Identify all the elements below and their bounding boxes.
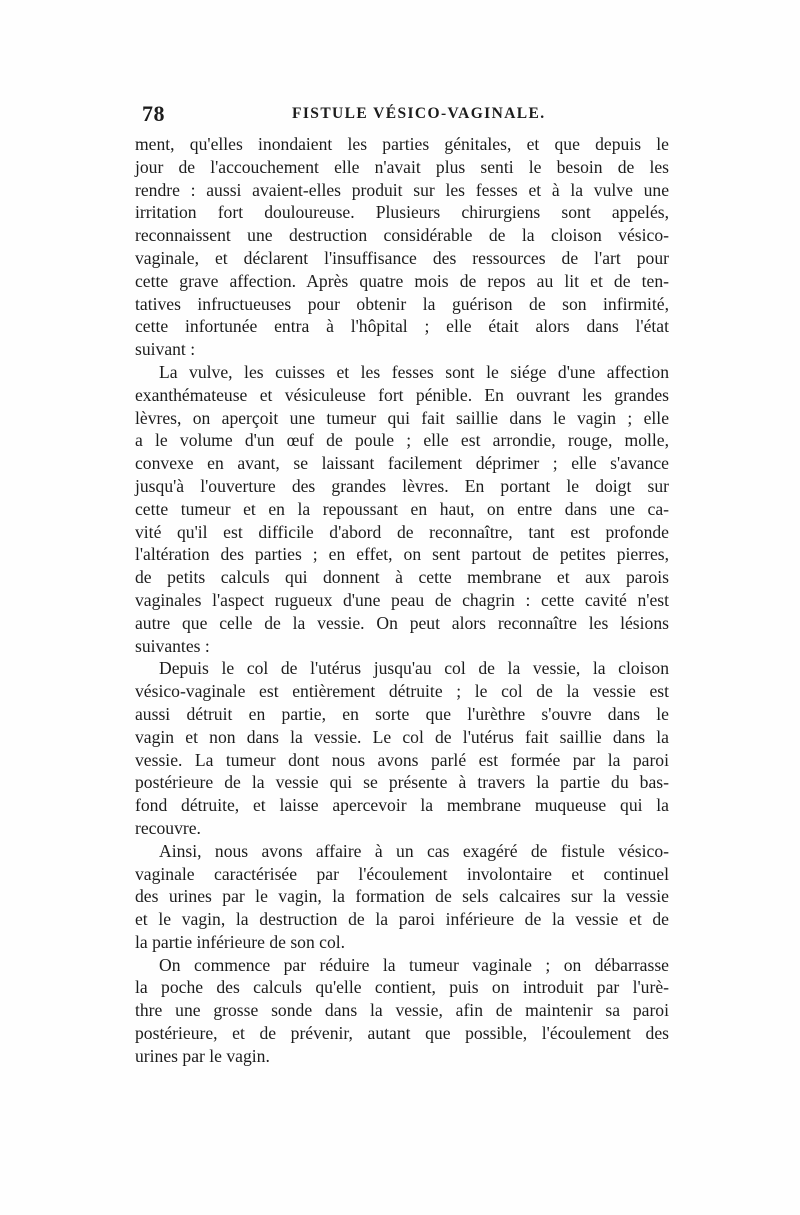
text-line: aussi détruit en partie, en sorte que l'urèthre s'ouvre dans le (135, 703, 669, 724)
text-line: lèvres, on aperçoit une tumeur qui fait saillie dans le vagin ; elle (135, 407, 669, 428)
paragraph-start-line: La vulve, les cuisses et les fesses sont le siége d'une affection (159, 361, 669, 382)
paragraph-end-line: suivantes : (135, 635, 210, 656)
body-text (135, 133, 669, 1068)
text-line: ment, qu'elles inondaient les parties génitales, et que depuis le (135, 134, 669, 154)
text-line: tatives infructueuses pour obtenir la guérison de son infirmité, (135, 293, 669, 314)
text-line: cette grave affection. Après quatre mois de repos au lit et de ten- (135, 270, 669, 291)
text-line: postérieure, et de prévenir, autant que possible, l'écoulement des (135, 1023, 669, 1044)
text-line: a le volume d'un œuf de poule ; elle est arrondie, rouge, molle, (135, 430, 669, 451)
text-line: et le vagin, la destruction de la paroi inférieure de la vessie et de (135, 909, 669, 930)
text-line: exanthémateuse et vésiculeuse fort pénible. En ouvrant les grandes (135, 384, 669, 405)
page-number: 78 (142, 101, 165, 126)
text-line: vaginale caractérisée par l'écoulement involontaire et continuel (135, 863, 669, 884)
text-line: de petits calculs qui donnent à cette membrane et aux parois (135, 567, 669, 588)
text-line: cette infortunée entra à l'hôpital ; elle était alors dans l'état (135, 316, 669, 337)
text-line: rendre : aussi avaient-elles produit sur les fesses et à la vulve une (135, 179, 669, 200)
text-line: cette tumeur et en la repoussant en haut, on entre dans une ca- (135, 498, 669, 519)
text-line: des urines par le vagin, la formation de sels calcaires sur la vessie (135, 886, 669, 907)
text-line: fond détruite, et laisse apercevoir la membrane muqueuse qui la (135, 795, 669, 816)
paragraph-start-line: On commence par réduire la tumeur vaginale ; on débarrasse (159, 954, 669, 975)
text-line: l'altération des parties ; en effet, on sent partout de petites pierres, (135, 544, 669, 565)
paragraph-start-line: Ainsi, nous avons affaire à un cas exagéré de fistule vésico- (159, 840, 669, 861)
text-line: vagin et non dans la vessie. Le col de l'utérus fait saillie dans la (135, 726, 669, 747)
text-line: vaginale, et déclarent l'insuffisance des ressources de l'art pour (135, 247, 669, 268)
text-line: irritation fort douloureuse. Plusieurs chirurgiens sont appelés, (135, 202, 669, 223)
running-head (136, 101, 669, 127)
paragraph-start-line: Depuis le col de l'utérus jusqu'au col de la vessie, la cloison (159, 658, 669, 679)
text-line: reconnaissent une destruction considérable de la cloison vésico- (135, 225, 669, 246)
text-line: thre une grosse sonde dans la vessie, afin de maintenir sa paroi (135, 1000, 669, 1021)
text-line: jour de l'accouchement elle n'avait plus senti le besoin de les (135, 156, 669, 177)
text-line: jusqu'à l'ouverture des grandes lèvres. En portant le doigt sur (135, 475, 669, 496)
text-line: vité qu'il est difficile d'abord de reconnaître, tant est profonde (135, 521, 669, 542)
text-line: autre que celle de la vessie. On peut alors reconnaître les lésions (135, 612, 669, 633)
paragraph-end-line: la partie inférieure de son col. (135, 931, 346, 952)
text-line: postérieure de la vessie qui se présente à travers la partie du bas- (135, 772, 669, 793)
text-line: convexe en avant, se laissant facilement déprimer ; elle s'avance (135, 453, 669, 474)
paragraph-end-line: suivant : (135, 339, 196, 360)
paragraph-end-line: recouvre. (135, 817, 201, 838)
text-line: vaginales l'aspect rugueux d'une peau de chagrin : cette cavité n'est (135, 589, 669, 610)
text-line: vessie. La tumeur dont nous avons parlé est formée par la paroi (135, 749, 669, 770)
text-line: la poche des calculs qu'elle contient, puis on introduit par l'urè- (135, 977, 669, 998)
paragraph-end-line: urines par le vagin. (135, 1045, 270, 1066)
text-line: vésico-vaginale est entièrement détruite ; le col de la vessie est (135, 681, 669, 702)
running-head-title: FISTULE VÉSICO-VAGINALE. (292, 105, 546, 122)
